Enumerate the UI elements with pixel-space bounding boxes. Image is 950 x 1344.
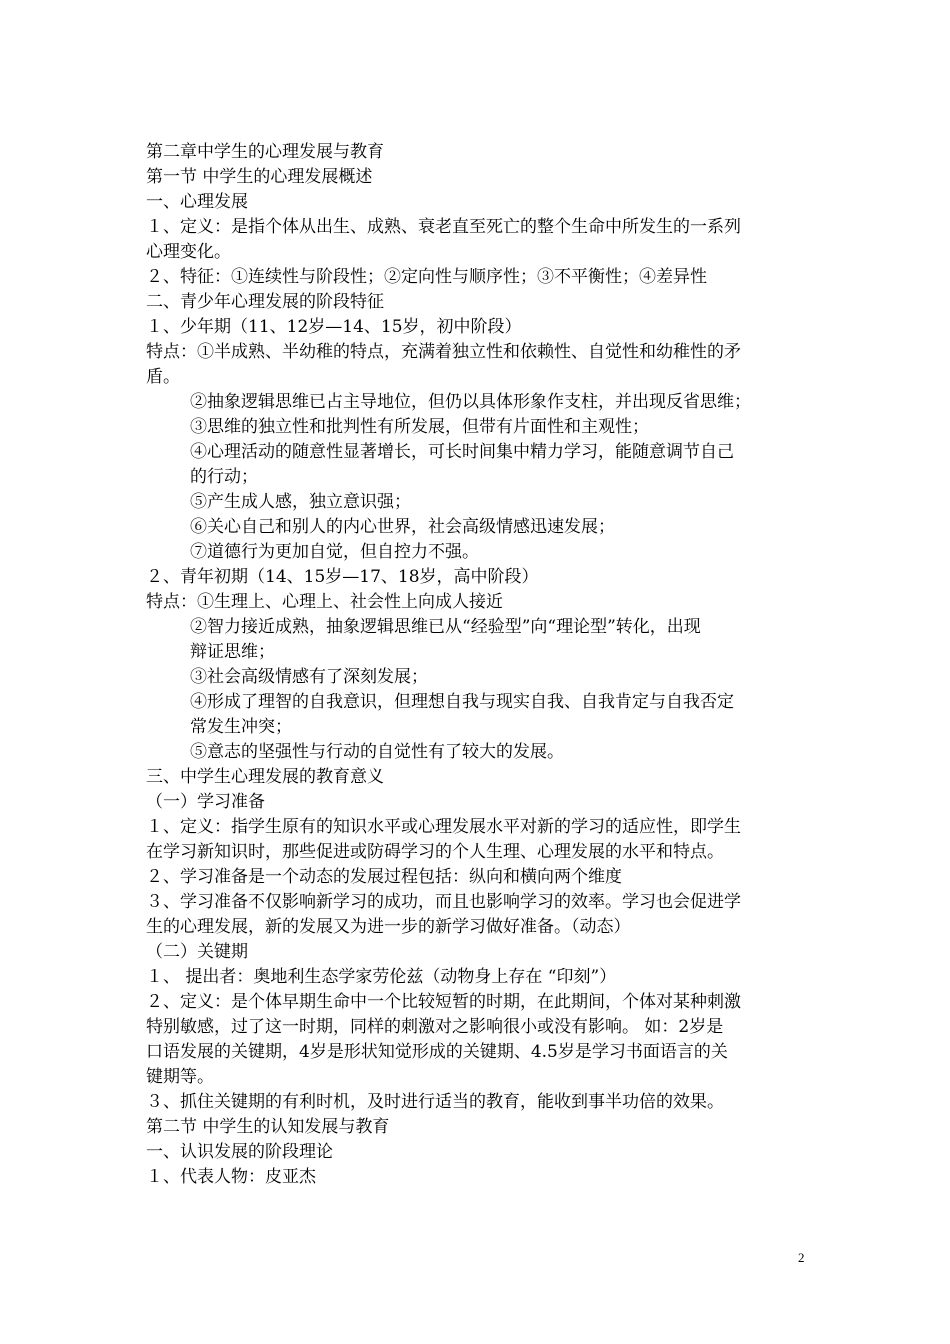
list-item: ③社会高级情感有了深刻发展； xyxy=(190,667,428,687)
list-item: ⑤意志的坚强性与行动的自觉性有了较大的发展。 xyxy=(190,742,564,762)
text-line: 特点：①半成熟、半幼稚的特点，充满着独立性和依赖性、自觉性和幼稚性的矛 xyxy=(146,342,741,362)
page-number: 2 xyxy=(798,1250,805,1265)
list-item: ⑤产生成人感，独立意识强； xyxy=(190,492,411,512)
section-title: 第一节 中学生的心理发展概述 xyxy=(146,167,373,187)
text-line: ２、特征：①连续性与阶段性；②定向性与顺序性；③不平衡性；④差异性 xyxy=(146,267,707,287)
text-line: 心理变化。 xyxy=(146,242,231,262)
chapter-title: 第二章中学生的心理发展与教育 xyxy=(146,142,384,162)
subheading: （二）关键期 xyxy=(146,942,248,962)
heading: 二、青少年心理发展的阶段特征 xyxy=(146,292,384,312)
text-line: 在学习新知识时，那些促进或防碍学习的个人生理、心理发展的水平和特点。 xyxy=(146,842,724,862)
text-line: 特别敏感，过了这一时期，同样的刺激对之影响很小或没有影响。 如：2岁是 xyxy=(146,1017,724,1037)
text-line: ２、青年初期（14、15岁—17、18岁，高中阶段） xyxy=(146,567,539,587)
text-line: ３、学习准备不仅影响新学习的成功，而且也影响学习的效率。学习也会促进学 xyxy=(146,892,741,912)
list-item: 常发生冲突； xyxy=(190,717,292,737)
list-item: ④形成了理智的自我意识，但理想自我与现实自我、自我肯定与自我否定 xyxy=(190,692,734,712)
heading: 三、中学生心理发展的教育意义 xyxy=(146,767,384,787)
text-line: ２、定义：是个体早期生命中一个比较短暂的时期，在此期间，个体对某种刺激 xyxy=(146,992,741,1012)
text-line: 盾。 xyxy=(146,367,180,387)
text-line: １、 提出者：奥地利生态学家劳伦兹（动物身上存在 “印刻”） xyxy=(146,967,617,987)
text-line: ３、抓住关键期的有利时机，及时进行适当的教育，能收到事半功倍的效果。 xyxy=(146,1092,724,1112)
list-item: ④心理活动的随意性显著增长，可长时间集中精力学习，能随意调节自己 xyxy=(190,442,734,462)
list-item: 辩证思维； xyxy=(190,642,275,662)
text-line: １、代表人物：皮亚杰 xyxy=(146,1167,316,1187)
text-line: 口语发展的关键期，4岁是形状知觉形成的关键期、4.5岁是学习书面语言的关 xyxy=(146,1042,728,1062)
section-title: 第二节 中学生的认知发展与教育 xyxy=(146,1117,390,1137)
list-item: ⑦道德行为更加自觉，但自控力不强。 xyxy=(190,542,479,562)
list-item: 的行动； xyxy=(190,467,258,487)
text-line: ２、学习准备是一个动态的发展过程包括：纵向和横向两个维度 xyxy=(146,867,622,887)
list-item: ⑥关心自己和别人的内心世界，社会高级情感迅速发展； xyxy=(190,517,615,537)
text-line: 特点：①生理上、心理上、社会性上向成人接近 xyxy=(146,592,503,612)
heading: 一、认识发展的阶段理论 xyxy=(146,1142,333,1162)
text-line: １、定义：是指个体从出生、成熟、衰老直至死亡的整个生命中所发生的一系列 xyxy=(146,217,741,237)
list-item: ③思维的独立性和批判性有所发展，但带有片面性和主观性； xyxy=(190,417,649,437)
subheading: （一）学习准备 xyxy=(146,792,265,812)
text-line: １、定义：指学生原有的知识水平或心理发展水平对新的学习的适应性，即学生 xyxy=(146,817,741,837)
heading: 一、心理发展 xyxy=(146,192,248,212)
list-item: ②智力接近成熟，抽象逻辑思维已从“经验型”向“理论型”转化，出现 xyxy=(190,617,701,637)
text-line: １、少年期（11、12岁—14、15岁，初中阶段） xyxy=(146,317,522,337)
text-line: 键期等。 xyxy=(146,1067,214,1087)
list-item: ②抽象逻辑思维已占主导地位，但仍以具体形象作支柱，并出现反省思维； xyxy=(190,392,751,412)
text-line: 生的心理发展，新的发展又为进一步的新学习做好准备。（动态） xyxy=(146,917,631,937)
